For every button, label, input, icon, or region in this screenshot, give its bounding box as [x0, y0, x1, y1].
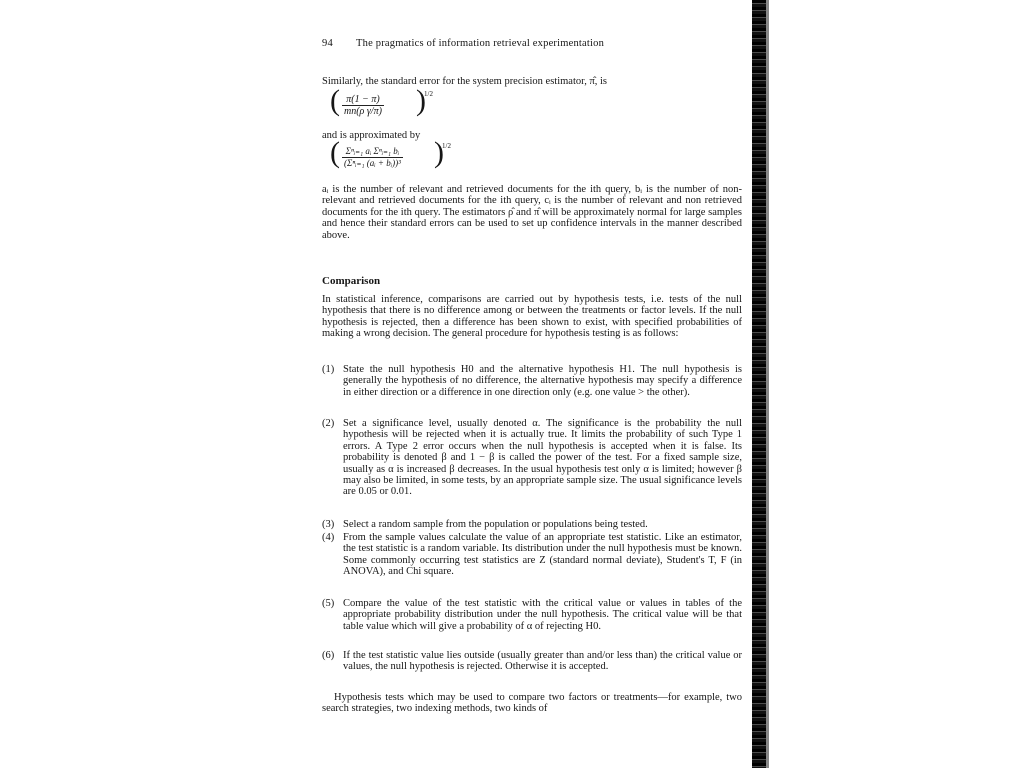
comparison-paragraph: In statistical inference, comparisons are carried out by hypothesis tests, i.e. tests of the null hypothesis that there is no difference among or between the treatments or factor levels. If the null hypothesis is rejected, then a difference has been shown to exist, with specified probabilities of making a wrong decision. The general procedure for hypothesis testing is as follows:	[322, 294, 742, 340]
definitions-paragraph: aᵢ is the number of relevant and retrieved documents for the ith query, bᵢ is the number of non-relevant and retrieved documents for the ith query, cᵢ is the number of relevant and non retrieved documents for the ith query. The estimators ρ̂ and π̂ will be approximately normal for large samples and hence their standard errors can be used to set up confidence intervals in the manner described above.	[322, 184, 742, 241]
step-text: From the sample values calculate the value of an appropriate test statistic. Like an estimator, the test statistic is a random variable. Its distribution under the null hypothesis must be known. Some commonly occurring test statistics are Z (standard normal deviate), Student's T, F (in ANOVA), and Chi square.	[343, 532, 742, 578]
section-heading: Comparison	[322, 275, 381, 287]
step-text: If the test statistic value lies outside (usually greater than and/or less than) the critical value or values, the null hypothesis is rejected. Otherwise it is accepted.	[343, 650, 742, 673]
step-label: (6)	[322, 650, 335, 661]
formula-standard-error: ( $\frac{\pi(1 - \pi)}{\text{mn(ρ γ/π)}}$ ) 1/2	[330, 84, 433, 117]
scan-edge-line	[766, 0, 769, 768]
formula2-fraction	[342, 146, 403, 169]
formula1-fraction	[342, 94, 384, 117]
step-text: Set a significance level, usually denoted α. The significance is the probability the null hypothesis will be rejected when it is actually true. It limits the probability of such Type 1 errors. A Type 2 error occurs when the null hypothesis is accepted when it is false. Its probability is denoted β and 1 − β is called the power of the test. For a fixed sample size, usually as α is increased β decreases. In the usual hypothesis test only α is limited; however β may also be limited, in some tests, by an appropriate sample size. The usual significance levels are 0.05 or 0.01.	[343, 418, 742, 498]
step-label: (3)	[322, 519, 335, 530]
step-text: State the null hypothesis H0 and the alternative hypothesis H1. The null hypothesis is generally the hypothesis of no difference, the alternative hypothesis may specify a difference in either direction or a difference in one direction only (e.g. one value > the other).	[343, 364, 742, 398]
step-label: (4)	[322, 532, 335, 543]
closing-paragraph: Hypothesis tests which may be used to compare two factors or treatments—for example, two search strategies, two indexing methods, two kinds of	[322, 692, 742, 715]
step-text: Compare the value of the test statistic with the critical value or values in tables of the appropriate probability distribution under the null hypothesis. The critical value will be that table value which will give a probability of α of rejecting H0.	[343, 598, 742, 632]
step-text: Select a random sample from the population or populations being tested.	[343, 519, 648, 530]
formula2-exponent: 1/2	[442, 142, 451, 150]
step-label: (1)	[322, 364, 335, 375]
running-head	[322, 38, 604, 49]
formula2-denominator: (Σⁿᵢ₌₁ (aᵢ + bᵢ))³	[344, 158, 401, 168]
formula-approximation: ( Σⁿᵢ₌₁ aᵢ Σⁿᵢ₌₁ bᵢ (Σⁿᵢ₌₁ (aᵢ + bᵢ))³ ) 1/2	[330, 136, 451, 169]
formula1-denominator: mn(ρ γ/π)	[344, 106, 382, 117]
step-label: (5)	[322, 598, 335, 609]
formula1-numerator: π(1 − π)	[342, 94, 384, 106]
page-number: 94	[322, 38, 333, 49]
running-head-title: The pragmatics of information retrieval experimentation	[356, 38, 605, 49]
formula2-numerator: Σⁿᵢ₌₁ aᵢ Σⁿᵢ₌₁ bᵢ	[342, 146, 403, 158]
formula1-exponent: 1/2	[424, 90, 433, 98]
intro-line: Similarly, the standard error for the system precision estimator, π̂, is	[322, 76, 608, 87]
approx-line: and is approximated by	[322, 130, 421, 141]
step-label: (2)	[322, 418, 335, 429]
scan-edge-shadow	[752, 0, 766, 768]
